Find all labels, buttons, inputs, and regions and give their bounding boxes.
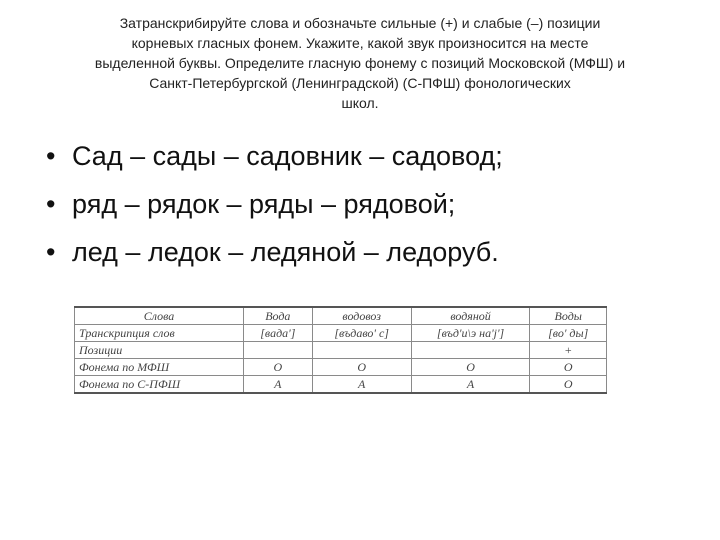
table-cell <box>312 342 411 359</box>
task-line: выделенной буквы. Определите гласную фонему с позиций Московской (МФШ) и <box>94 55 626 71</box>
table-cell: О <box>411 359 530 376</box>
word-list-item <box>46 228 686 276</box>
bullet-marker: • <box>46 141 56 171</box>
row-label: Фонема по МФШ <box>75 359 244 376</box>
table-cell: [вада'] <box>244 325 313 342</box>
table-cell: [въдаво' с] <box>312 325 411 342</box>
task-line: Затранскрибируйте слова и обозначьте сильные (+) и слабые (–) позиции <box>119 15 601 31</box>
table-cell: О <box>530 359 607 376</box>
word-list-item <box>46 132 686 180</box>
table-cell <box>244 342 313 359</box>
row-label: Фонема по С-ПФШ <box>75 376 244 394</box>
table-cell: + <box>530 342 607 359</box>
table-header-row <box>75 307 607 325</box>
table-row <box>75 325 607 342</box>
bullet-marker: • <box>46 237 56 267</box>
task-line: школ. <box>341 95 379 111</box>
row-label: Транскрипция слов <box>75 325 244 342</box>
table-header-cell: Слова <box>75 307 244 325</box>
phoneme-table <box>74 306 607 394</box>
table-cell: О <box>530 376 607 394</box>
word-list <box>46 132 686 276</box>
table-cell: [во' ды] <box>530 325 607 342</box>
word-chain: Сад – сады – садовник – садовод; <box>72 141 503 171</box>
table-cell: А <box>312 376 411 394</box>
word-chain: ряд – рядок – ряды – рядовой; <box>72 189 456 219</box>
task-line: корневых гласных фонем. Укажите, какой звук произносится на месте <box>131 35 589 51</box>
table-header-cell: водяной <box>411 307 530 325</box>
table-cell: О <box>244 359 313 376</box>
table-row <box>75 342 607 359</box>
table-header-cell: водовоз <box>312 307 411 325</box>
task-instructions <box>40 13 680 113</box>
table-cell <box>411 342 530 359</box>
table-row <box>75 376 607 394</box>
task-line: Санкт-Петербургской (Ленинградской) (С-ПФШ) фонологических <box>149 75 571 91</box>
word-list-item <box>46 180 686 228</box>
table-header-cell: Воды <box>530 307 607 325</box>
word-chain: лед – ледок – ледяной – ледоруб. <box>72 237 499 267</box>
row-label: Позиции <box>75 342 244 359</box>
table-cell: [въд'и\э на'j'] <box>411 325 530 342</box>
table-cell: А <box>411 376 530 394</box>
phoneme-table-wrap <box>74 306 634 394</box>
table-header-cell: Вода <box>244 307 313 325</box>
table-row <box>75 359 607 376</box>
bullet-marker: • <box>46 189 56 219</box>
table-cell: А <box>244 376 313 394</box>
table-cell: О <box>312 359 411 376</box>
